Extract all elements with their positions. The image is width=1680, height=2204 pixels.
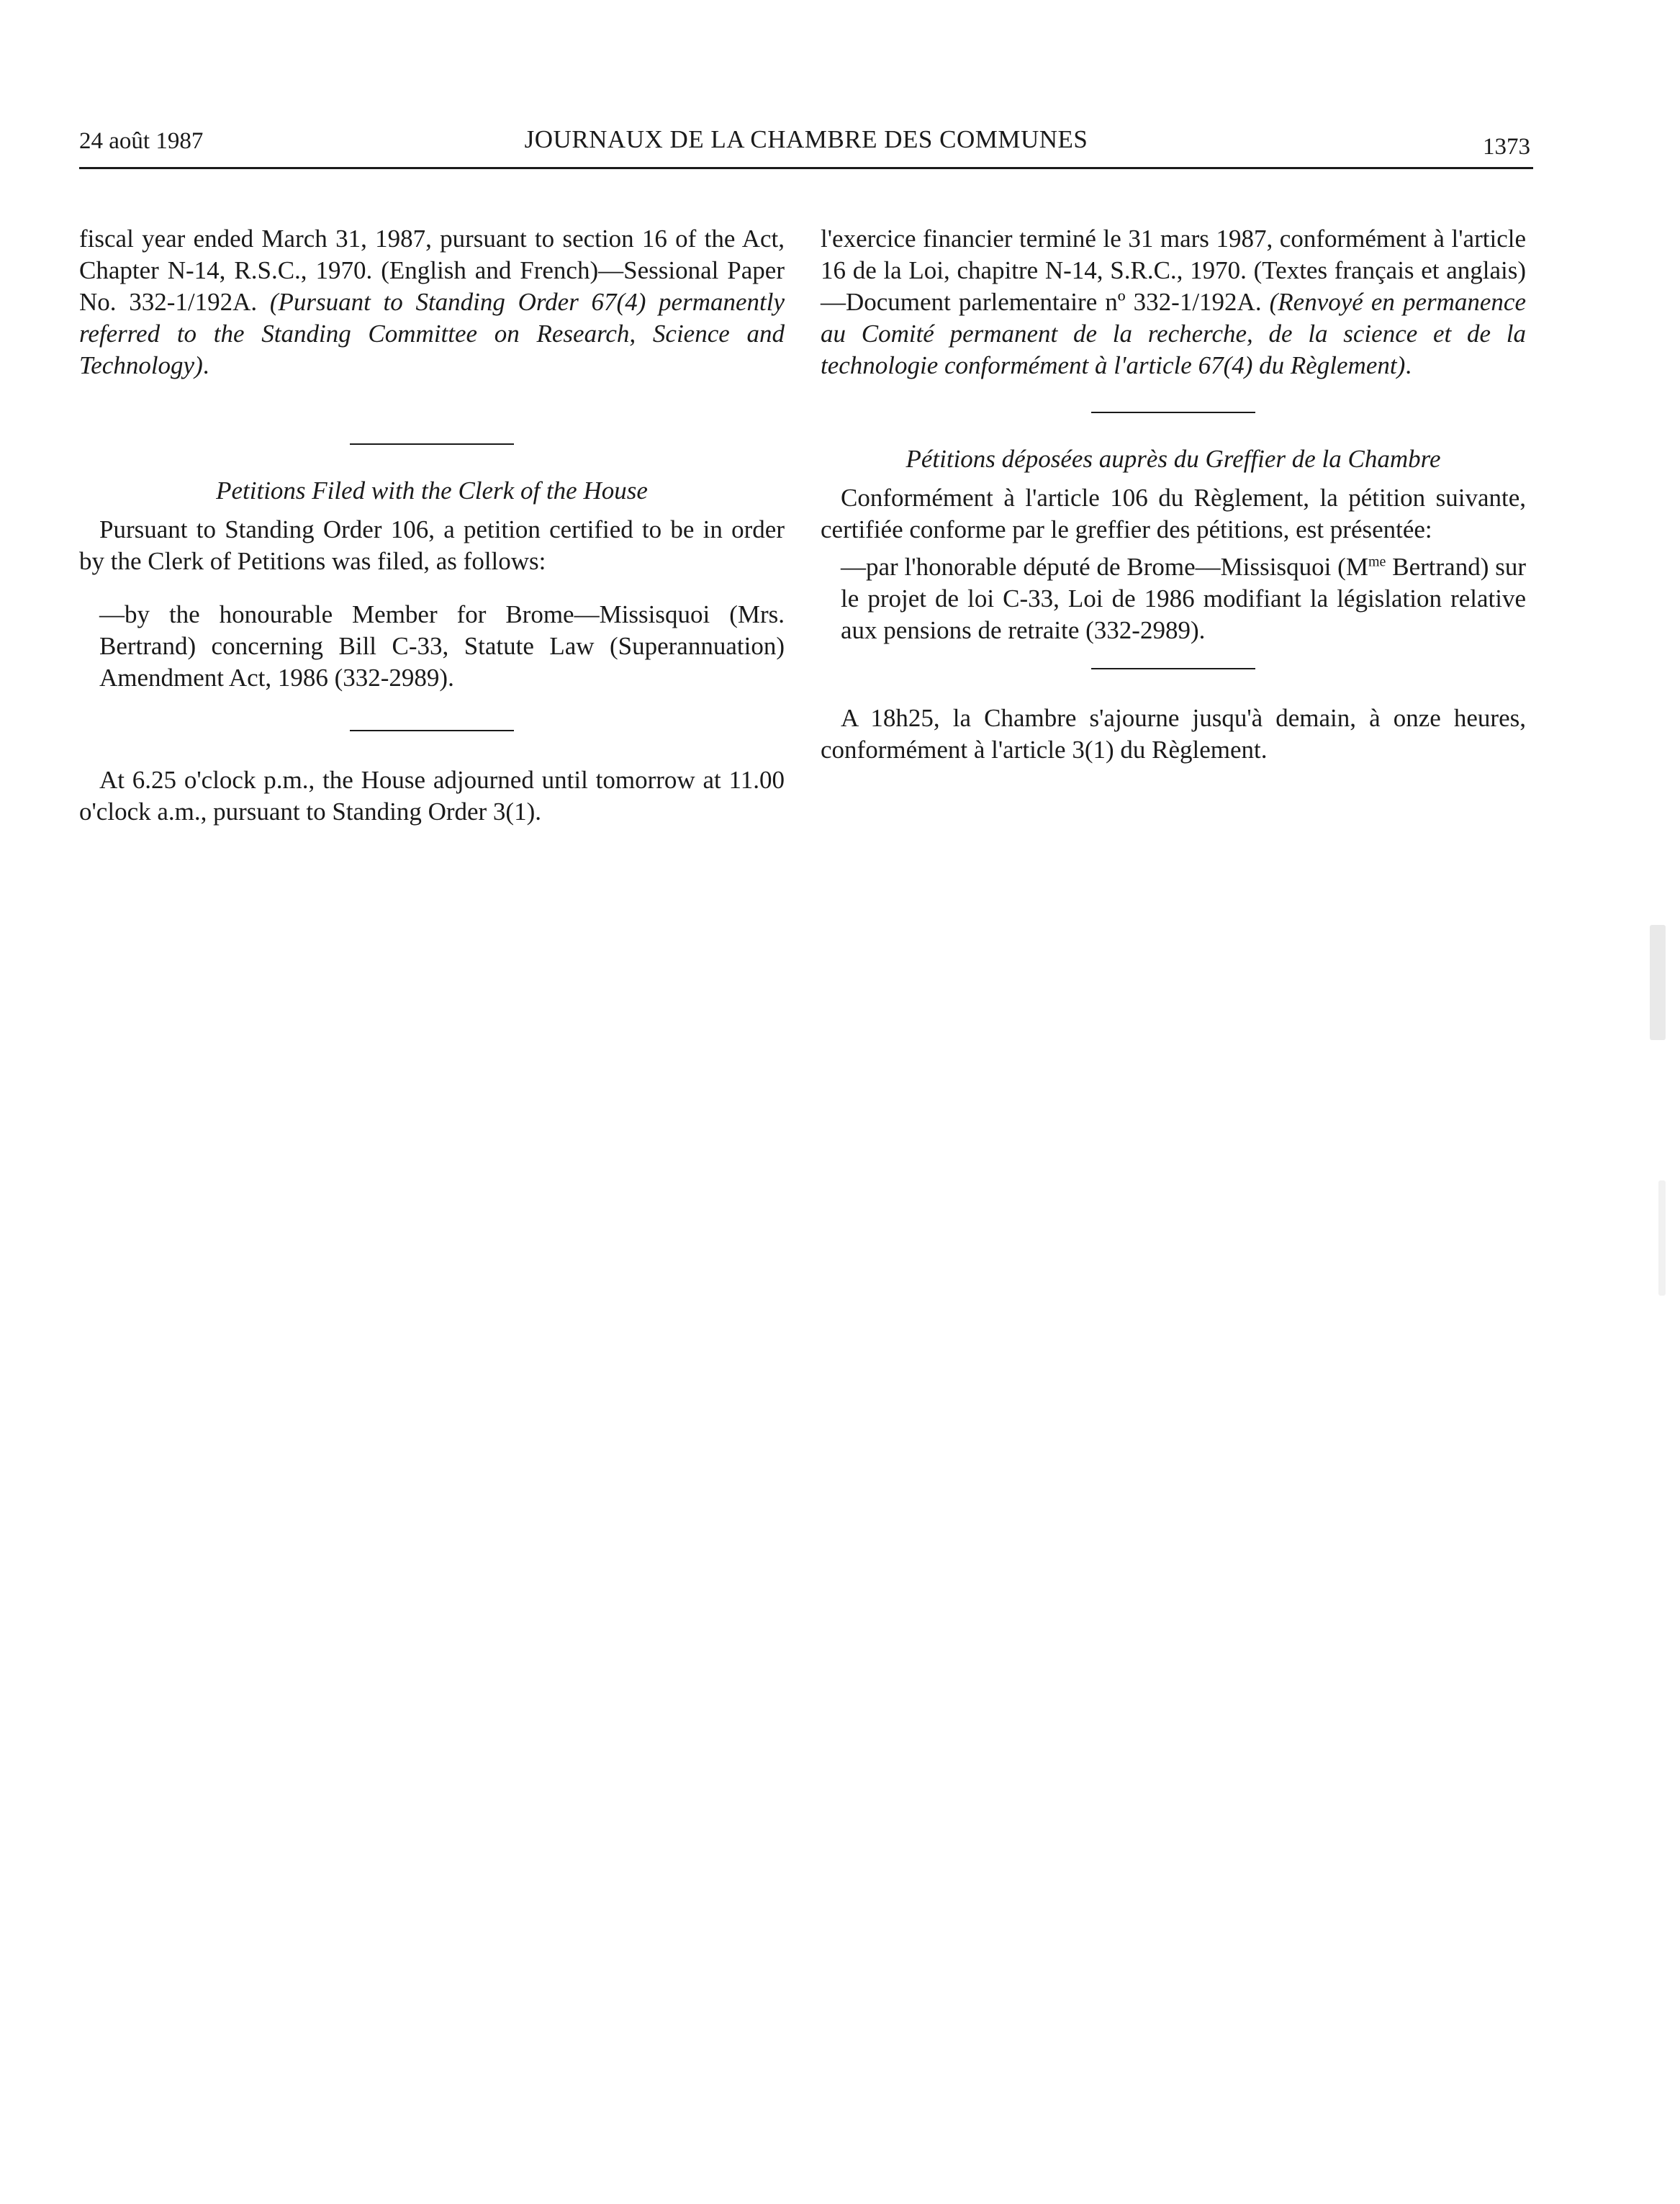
english-column [79,223,785,828]
header-title: JOURNAUX DE LA CHAMBRE DES COMMUNES [524,125,1088,153]
french-petition-item-after: Bertrand) sur le projet de loi C-33, Loi de 1986 modifiant la législation relative aux pensions de retraite (332-2989). [841,553,1526,644]
french-petition-item-before: —par l'honorable député de Brome—Missisquoi (M [841,553,1368,581]
french-column [821,223,1526,766]
english-petitions-heading: Petitions Filed with the Clerk of the House [216,477,648,505]
english-adjournment: At 6.25 o'clock p.m., the House adjourned until tomorrow at 11.00 o'clock a.m., pursuant to Standing Order 3(1). [79,766,785,826]
header-date: 24 août 1987 [79,128,204,154]
english-continuation-paragraph [79,223,785,381]
french-petition-item-sup: me [1368,554,1386,570]
french-continuation-paragraph [821,223,1526,381]
page-header [79,124,1533,169]
french-continuation-text: l'exercice financier terminé le 31 mars 1987, conformément à l'article 16 de la Loi, chapitre N-14, S.R.C., 1970. (Textes français et anglais)—Document parlementaire nº 332-1/192A. [821,225,1526,316]
scan-artifact [1658,1180,1666,1296]
french-continuation-italic: (Renvoyé en permanence au Comité permanent de la recherche, de la science et de la technologie conformément à l'article 67(4) du Règlement) [821,288,1526,379]
scan-artifact [1650,925,1666,1040]
english-continuation-end: . [202,351,209,379]
english-petition-item: —by the honourable Member for Brome—Missisquoi (Mrs. Bertrand) concerning Bill C-33, Statute Law (Superannuation) Amendment Act, 1986 (332-2989). [99,600,785,692]
french-petition-item [821,551,1526,646]
french-adjournment: A 18h25, la Chambre s'ajourne jusqu'à demain, à onze heures, conformément à l'article 3(1) du Règlement. [821,704,1526,764]
french-petitions-intro: Conformément à l'article 106 du Règlement, la pétition suivante, certifiée conforme par le greffier des pétitions, est présentée: [821,484,1526,543]
english-petitions-intro: Pursuant to Standing Order 106, a petition certified to be in order by the Clerk of Petitions was filed, as follows: [79,515,785,575]
header-page-number: 1373 [1483,134,1530,160]
english-continuation-italic: (Pursuant to Standing Order 67(4) permanently referred to the Standing Committee on Research, Science and Technology) [79,288,785,379]
english-continuation-text: fiscal year ended March 31, 1987, pursuant to section 16 of the Act, Chapter N-14, R.S.C., 1970. (English and French)—Sessional Paper No. 332-1/192A. [79,225,785,316]
french-petitions-heading: Pétitions déposées auprès du Greffier de la Chambre [906,445,1441,473]
french-continuation-end: . [1405,351,1412,379]
